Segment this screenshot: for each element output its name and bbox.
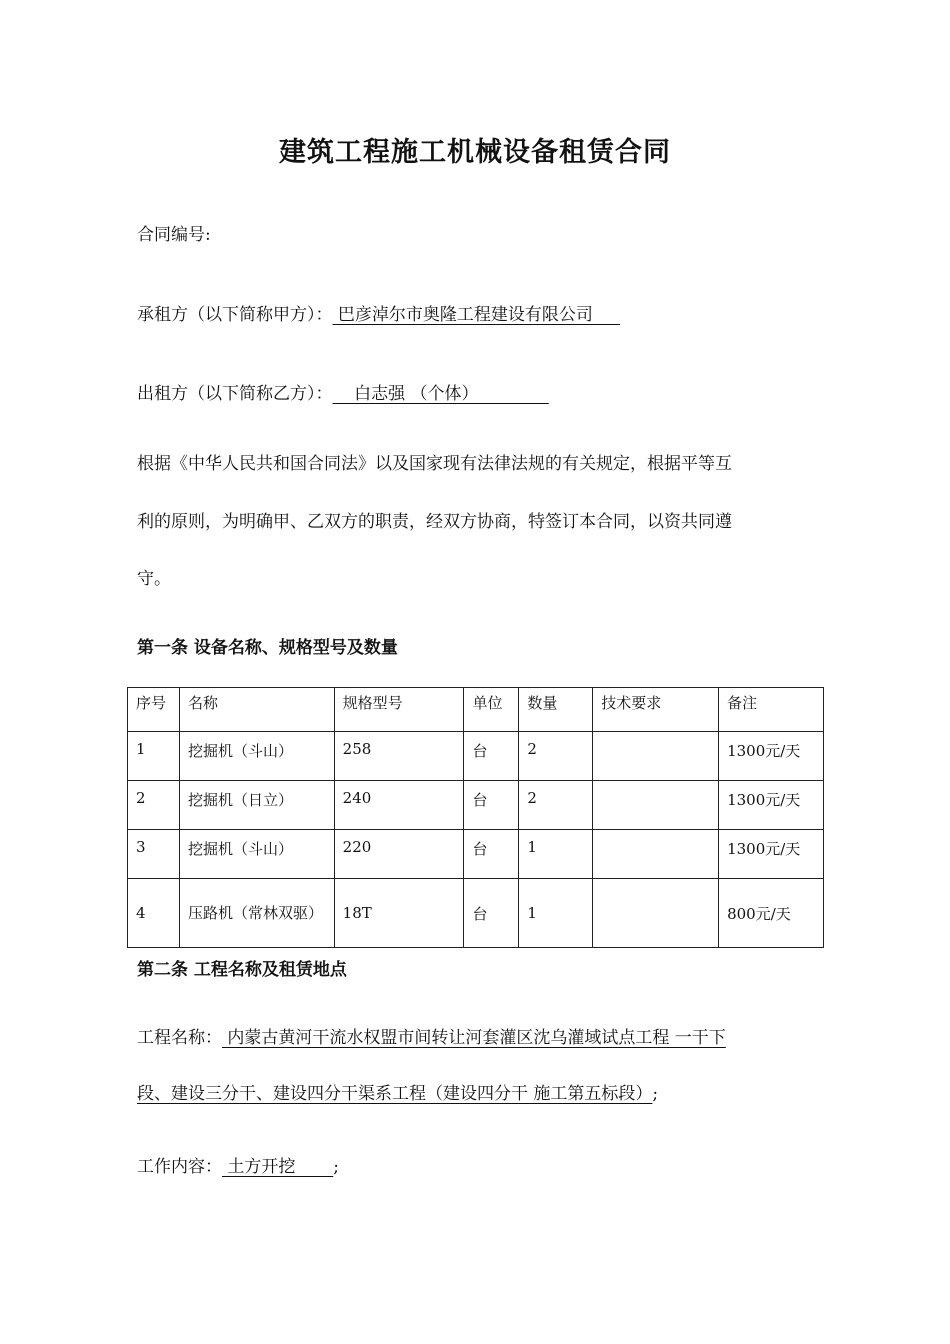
table-header-row	[128, 688, 824, 732]
table-cell: 挖掘机（日立）	[179, 781, 334, 830]
table-cell: 18T	[334, 879, 464, 948]
article-1-heading: 第一条 设备名称、规格型号及数量	[137, 638, 398, 658]
table-cell: 800元/天	[719, 879, 824, 948]
table-cell: 1	[519, 830, 593, 879]
project-name-end: ;	[652, 1084, 659, 1104]
table-row	[128, 732, 824, 781]
project-name-label: 工程名称：	[137, 1028, 222, 1048]
table-cell: 1300元/天	[719, 830, 824, 879]
work-content-label: 工作内容：	[137, 1157, 222, 1177]
table-cell: 240	[334, 781, 464, 830]
preamble-line-2: 利的原则，为明确甲、乙双方的职责，经双方协商，特签订本合同，以资共同遵	[137, 512, 732, 532]
table-cell: 挖掘机（斗山）	[179, 830, 334, 879]
equipment-table	[127, 687, 824, 948]
party-a-label: 承租方（以下简称甲方）：	[137, 305, 333, 325]
party-b-label: 出租方（以下简称乙方）：	[137, 384, 333, 404]
table-cell: 1300元/天	[719, 781, 824, 830]
table-cell: 台	[464, 732, 519, 781]
header-cell: 序号	[128, 688, 180, 732]
party-a-value: 巴彦淖尔市奥隆工程建设有限公司	[332, 305, 620, 325]
header-cell: 规格型号	[334, 688, 464, 732]
table-cell: 220	[334, 830, 464, 879]
table-row	[128, 879, 824, 948]
preamble-line-3: 守。	[137, 569, 171, 589]
table-cell: 2	[128, 781, 180, 830]
header-cell: 名称	[179, 688, 334, 732]
table-cell: 4	[128, 879, 180, 948]
preamble-line-1: 根据《中华人民共和国合同法》以及国家现有法律法规的有关规定，根据平等互	[137, 454, 732, 474]
table-cell	[593, 781, 719, 830]
party-b-value: 白志强 （个体）	[332, 384, 549, 404]
table-cell	[593, 830, 719, 879]
project-name-line-2	[137, 1079, 658, 1104]
header-cell: 技术要求	[593, 688, 719, 732]
table-cell	[593, 732, 719, 781]
party-a-line	[137, 300, 620, 325]
table-cell: 1	[128, 732, 180, 781]
table-cell: 1	[519, 879, 593, 948]
table-row	[128, 830, 824, 879]
table-cell: 3	[128, 830, 180, 879]
table-cell: 2	[519, 781, 593, 830]
project-name-line-1	[137, 1023, 726, 1048]
article-2-heading: 第二条 工程名称及租赁地点	[137, 960, 347, 980]
header-cell: 数量	[519, 688, 593, 732]
table-cell: 压路机（常林双驱）	[179, 879, 334, 948]
document-title: 建筑工程施工机械设备租赁合同	[279, 137, 671, 168]
work-content-value: 土方开挖	[222, 1157, 334, 1177]
header-cell: 备注	[719, 688, 824, 732]
table-cell: 258	[334, 732, 464, 781]
table-cell: 2	[519, 732, 593, 781]
table-cell: 台	[464, 879, 519, 948]
work-content-line	[137, 1152, 339, 1177]
party-b-line	[137, 379, 549, 404]
table-row	[128, 781, 824, 830]
header-cell: 单位	[464, 688, 519, 732]
table-cell	[593, 879, 719, 948]
project-name-value-1: 内蒙古黄河干流水权盟市间转让河套灌区沈乌灌域试点工程 一干下	[222, 1028, 726, 1048]
table-cell: 台	[464, 830, 519, 879]
table-cell: 台	[464, 781, 519, 830]
table-cell: 挖掘机（斗山）	[179, 732, 334, 781]
contract-number-label: 合同编号:	[137, 225, 211, 245]
table-cell: 1300元/天	[719, 732, 824, 781]
work-content-end: ;	[333, 1157, 339, 1177]
project-name-value-2: 段、建设三分干、建设四分干渠系工程（建设四分干 施工第五标段）	[137, 1084, 653, 1104]
